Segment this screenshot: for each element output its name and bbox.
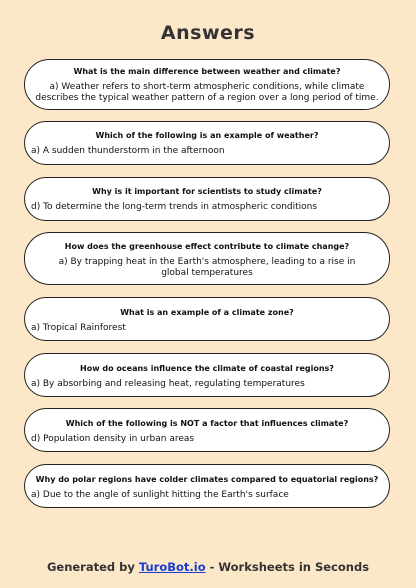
answer-card	[24, 408, 390, 452]
answer-card	[24, 177, 390, 221]
answer-card	[24, 297, 390, 341]
question-text: How do oceans influence the climate of coastal regions?	[80, 364, 334, 373]
answer-text: d) Population density in urban areas	[31, 434, 195, 444]
question-text: What is an example of a climate zone?	[120, 308, 294, 317]
answer-text: a) A sudden thunderstorm in the afternoon	[31, 146, 225, 156]
question-text: Which of the following is an example of weather?	[95, 131, 319, 140]
footer-suffix: - Worksheets in Seconds	[205, 560, 370, 574]
question-text: Why is it important for scientists to study climate?	[92, 187, 322, 196]
footer	[0, 560, 416, 574]
answer-text: a) By absorbing and releasing heat, regulating temperatures	[31, 379, 305, 389]
answer-text: a) By trapping heat in the Earth's atmosphere, leading to a rise in global temperatures	[58, 257, 356, 278]
turobot-link[interactable]: TuroBot.io	[138, 560, 206, 574]
page-title: Answers	[160, 22, 256, 44]
answer-card	[24, 59, 390, 110]
question-text: How does the greenhouse effect contribute to climate change?	[64, 242, 350, 251]
answer-card	[24, 232, 390, 285]
answer-text: a) Weather refers to short-term atmospheric conditions, while climate describes the typical weather pattern of a region over a long period of time.	[35, 82, 379, 103]
question-text: Why do polar regions have colder climates compared to equatorial regions?	[35, 475, 379, 484]
answer-text: a) Due to the angle of sunlight hitting the Earth's surface	[31, 490, 289, 500]
answer-text: a) Tropical Rainforest	[31, 323, 126, 333]
answer-card	[24, 353, 390, 397]
question-text: Which of the following is NOT a factor that influences climate?	[65, 419, 349, 428]
answer-text: d) To determine the long-term trends in atmospheric conditions	[31, 202, 318, 212]
question-text: What is the main difference between weather and climate?	[73, 67, 341, 76]
answer-card	[24, 121, 390, 165]
answer-card	[24, 464, 390, 508]
footer-prefix: Generated by	[46, 560, 139, 574]
